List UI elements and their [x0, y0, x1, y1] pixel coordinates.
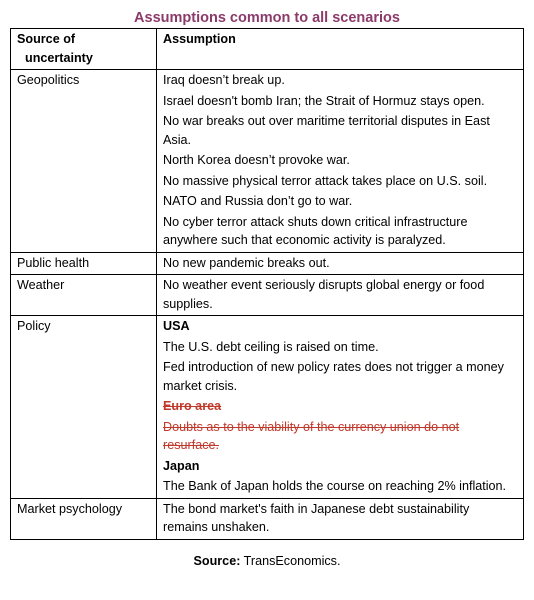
assumption-item: No cyber terror attack shuts down critical infrastructure anywhere such that economic activity is paralyzed.: [163, 214, 468, 247]
source-text: TransEconomics.: [240, 554, 341, 568]
row-assumptions: [157, 252, 524, 275]
row-assumptions: [157, 275, 524, 316]
assumption-item: No war breaks out over maritime territorial disputes in East Asia.: [163, 114, 490, 147]
row-assumptions: [157, 316, 524, 499]
assumption-item: No weather event seriously disrupts global energy or food supplies.: [163, 278, 485, 311]
assumption-item: North Korea doesn’t provoke war.: [163, 153, 350, 167]
assumption-item: No massive physical terror attack takes place on U.S. soil.: [163, 173, 488, 188]
row-assumptions: [157, 498, 524, 539]
row-source: Geopolitics: [11, 70, 157, 253]
source-note: [0, 553, 534, 569]
policy-heading-usa: USA: [163, 319, 190, 333]
table-row-public-health: [11, 252, 524, 275]
row-source: Public health: [11, 252, 157, 275]
assumptions-table: [10, 28, 524, 540]
row-source: Policy: [11, 316, 157, 499]
assumption-item: NATO and Russia don’t go to war.: [163, 194, 353, 208]
table-row-market-psychology: [11, 498, 524, 539]
table-row-policy: [11, 316, 524, 499]
header-source-line1: Source of: [17, 32, 76, 46]
assumption-item: The U.S. debt ceiling is raised on time.: [163, 339, 379, 354]
table-row-geopolitics: [11, 70, 524, 253]
header-assumption: Assumption: [157, 29, 524, 70]
row-assumptions: [157, 70, 524, 253]
table-header-row: [11, 29, 524, 70]
row-source: Market psychology: [11, 498, 157, 539]
source-label: Source:: [193, 554, 241, 568]
row-source: Weather: [11, 275, 157, 316]
assumption-item: Iraq doesn’t break up.: [163, 73, 285, 87]
assumption-item: Israel doesn't bomb Iran; the Strait of Hormuz stays open.: [163, 93, 485, 108]
assumption-item: No new pandemic breaks out.: [163, 255, 330, 270]
assumption-item-struck: Doubts as to the viability of the currency union do not resurface.: [163, 419, 460, 452]
table-row-weather: [11, 275, 524, 316]
assumption-item: Fed introduction of new policy rates does not trigger a money market crisis.: [163, 360, 504, 393]
policy-heading-japan: Japan: [163, 458, 200, 473]
policy-heading-euro-area: Euro area: [163, 399, 222, 413]
header-source-of-uncertainty: [11, 29, 157, 70]
assumption-item: The bond market's faith in Japanese debt sustainability remains unshaken.: [163, 501, 470, 534]
assumption-item: The Bank of Japan holds the course on reaching 2% inflation.: [163, 479, 507, 493]
header-source-line2: uncertainty: [25, 50, 93, 65]
table-title: Assumptions common to all scenarios: [134, 10, 400, 26]
